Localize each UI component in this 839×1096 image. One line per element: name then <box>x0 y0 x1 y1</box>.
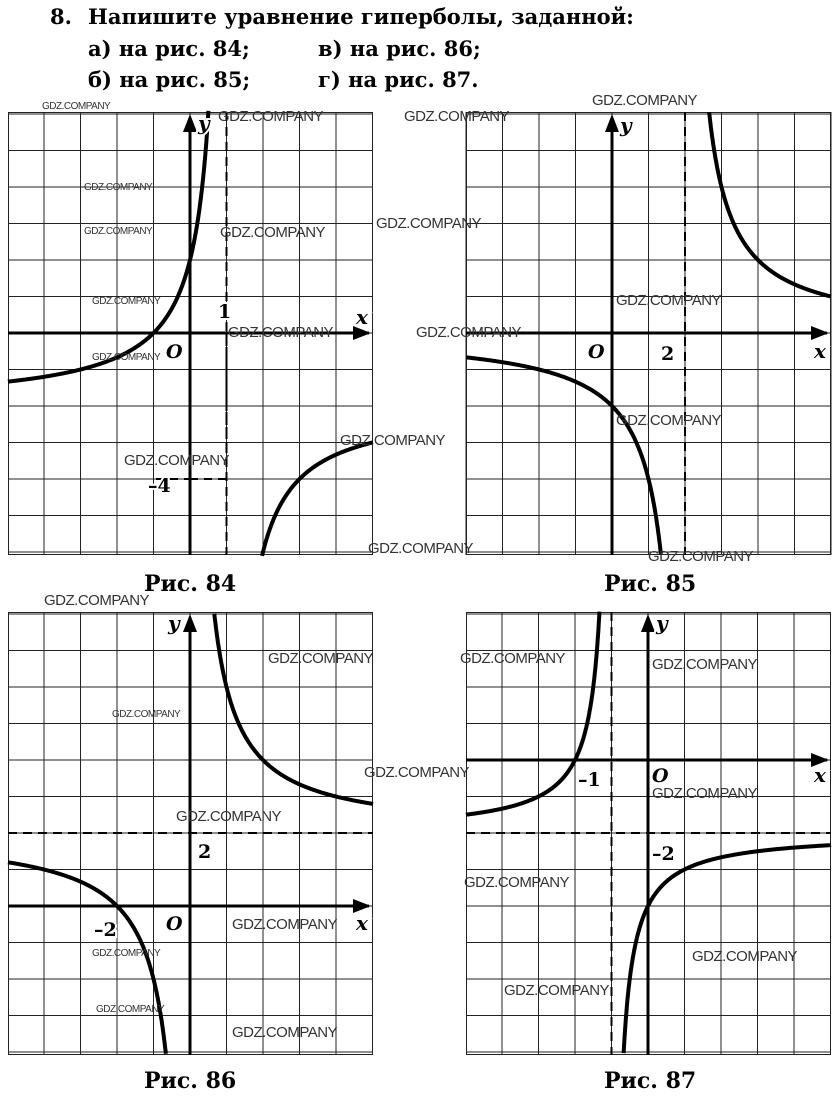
watermark: GDZ.COMPANY <box>692 948 798 965</box>
tick-label-minus-1: –1 <box>578 769 601 791</box>
y-axis-label: y <box>620 113 632 137</box>
watermark: GDZ.COMPANY <box>84 226 153 237</box>
y-axis-label: y <box>198 111 210 135</box>
watermark: GDZ.COMPANY <box>44 592 150 609</box>
task-item-v: в) на рис. 86; <box>318 36 481 61</box>
watermark: GDZ.COMPANY <box>364 764 470 781</box>
task-title: Напишите уравнение гиперболы, заданной: <box>88 4 634 29</box>
watermark: GDZ.COMPANY <box>652 656 758 673</box>
figure-86 <box>8 612 373 1055</box>
task-item-a: а) на рис. 84; <box>88 36 250 61</box>
x-axis-label: x <box>814 763 826 787</box>
watermark: GDZ.COMPANY <box>92 296 161 307</box>
watermark: GDZ.COMPANY <box>92 948 161 959</box>
hyperbola-branch <box>709 112 831 296</box>
watermark: GDZ.COMPANY <box>340 432 446 449</box>
x-axis-arrow <box>811 326 829 340</box>
watermark: GDZ.COMPANY <box>218 108 324 125</box>
x-axis-label: x <box>814 339 826 363</box>
caption-fig-87: Рис. 87 <box>604 1068 697 1094</box>
watermark: GDZ.COMPANY <box>376 215 482 232</box>
y-axis-arrow <box>605 114 619 132</box>
hyperbola-branch <box>214 614 373 804</box>
watermark: GDZ.COMPANY <box>404 108 510 125</box>
tick-label-minus-4: –4 <box>148 475 171 497</box>
watermark: GDZ.COMPANY <box>232 1024 338 1041</box>
watermark: GDZ.COMPANY <box>232 916 338 933</box>
origin-label: O <box>588 341 605 363</box>
watermark: GDZ.COMPANY <box>228 324 334 341</box>
watermark: GDZ.COMPANY <box>648 548 754 565</box>
tick-label-2: 2 <box>198 841 212 863</box>
tick-label-2: 2 <box>661 343 675 365</box>
caption-fig-86: Рис. 86 <box>144 1068 237 1094</box>
hyperbola-branch <box>262 442 373 556</box>
watermark: GDZ.COMPANY <box>616 412 722 429</box>
watermark: GDZ.COMPANY <box>176 808 282 825</box>
watermark: GDZ.COMPANY <box>368 540 474 557</box>
watermark: GDZ.COMPANY <box>268 650 374 667</box>
watermark: GDZ.COMPANY <box>84 182 153 193</box>
x-axis-label: x <box>356 305 368 329</box>
watermark: GDZ.COMPANY <box>616 292 722 309</box>
caption-fig-85: Рис. 85 <box>604 571 697 597</box>
origin-label: O <box>166 341 183 363</box>
watermark: GDZ.COMPANY <box>92 352 161 363</box>
x-axis-label: x <box>356 911 368 935</box>
tick-label-minus-2: –2 <box>94 919 117 941</box>
watermark: GDZ.COMPANY <box>124 452 230 469</box>
hyperbola-branch <box>466 357 661 554</box>
watermark: GDZ.COMPANY <box>416 324 522 341</box>
watermark: GDZ.COMPANY <box>42 101 111 112</box>
y-axis-arrow <box>641 614 655 632</box>
watermark: GDZ.COMPANY <box>464 874 570 891</box>
origin-label: O <box>166 913 183 935</box>
y-axis-arrow <box>183 614 197 632</box>
task-item-g: г) на рис. 87. <box>318 67 479 92</box>
tick-label-1: 1 <box>218 301 232 323</box>
watermark: GDZ.COMPANY <box>460 650 566 667</box>
y-axis-label: y <box>656 611 668 635</box>
y-axis-arrow <box>183 114 197 132</box>
task-number: 8. <box>50 4 72 29</box>
watermark: GDZ.COMPANY <box>592 92 698 109</box>
caption-fig-84: Рис. 84 <box>144 571 237 597</box>
tick-label-minus-2: –2 <box>652 843 675 865</box>
watermark: GDZ.COMPANY <box>504 982 610 999</box>
task-item-b: б) на рис. 85; <box>88 67 251 92</box>
watermark: GDZ.COMPANY <box>96 1004 165 1015</box>
y-axis-label: y <box>168 611 180 635</box>
watermark: GDZ.COMPANY <box>112 709 181 720</box>
watermark: GDZ.COMPANY <box>652 785 758 802</box>
watermark: GDZ.COMPANY <box>220 224 326 241</box>
origin-label: O <box>652 765 669 787</box>
